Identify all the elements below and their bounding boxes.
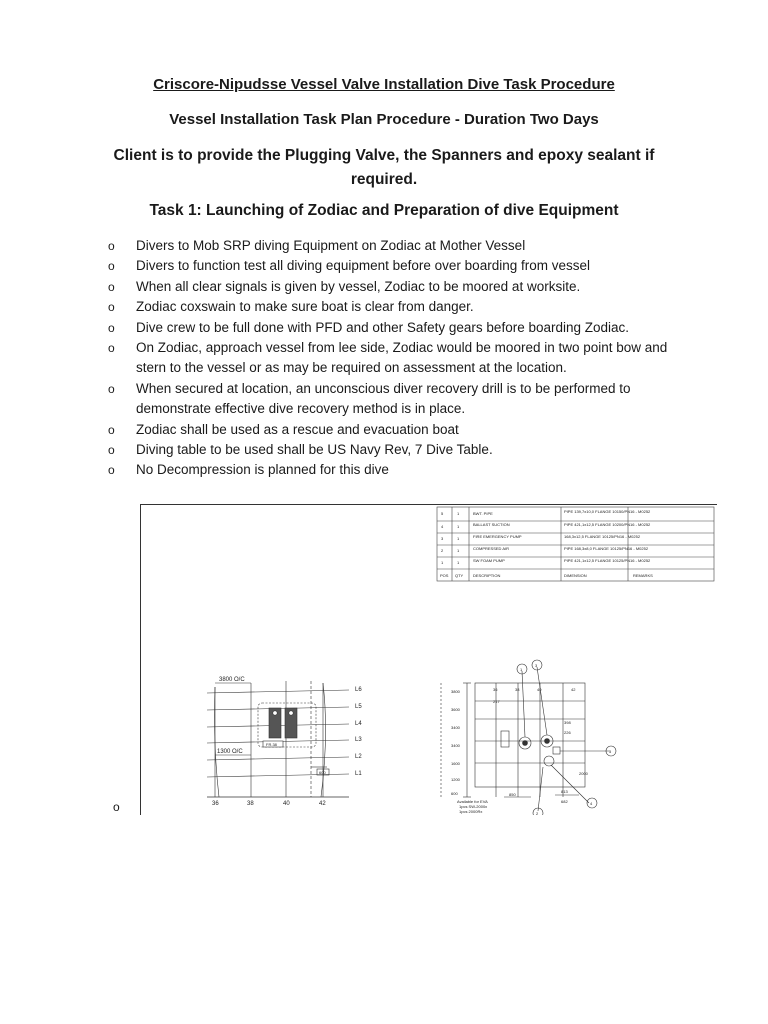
callout-3: 3 bbox=[535, 663, 538, 668]
dimension-label: 682 bbox=[561, 799, 568, 804]
level-label: L2 bbox=[355, 754, 362, 760]
list-item: o When secured at location, an unconscious diver recovery drill is to be performed to demonstrate effective dive recovery method is in place. bbox=[108, 379, 668, 420]
left-view-drawing bbox=[207, 681, 349, 797]
frame-number: 42 bbox=[571, 687, 576, 692]
dimension-label: 600 bbox=[319, 770, 326, 775]
table-cell: 1 bbox=[457, 560, 460, 565]
dimension-label: 1300 O/C bbox=[217, 749, 243, 755]
table-cell: 1 bbox=[441, 560, 444, 565]
table-cell: 5 bbox=[441, 511, 444, 516]
dimension-label: 3800 O/C bbox=[219, 677, 245, 683]
dimension-label: 813 bbox=[561, 789, 568, 794]
callout-1: 1 bbox=[520, 667, 523, 672]
table-cell: 168,3x12,5 FLANGE 10125/PN16 - M0252 bbox=[564, 534, 641, 539]
dimension-label: 2000 bbox=[579, 771, 588, 776]
table-cell: 2 bbox=[441, 548, 444, 553]
table-cell: COMPRESSED AIR bbox=[473, 546, 510, 551]
level-label: L1 bbox=[355, 771, 362, 777]
document-title: Criscore-Nipudsse Vessel Valve Installation Dive Task Procedure bbox=[153, 76, 615, 93]
table-header-cell: DIMENSION bbox=[564, 573, 587, 578]
task-heading: Task 1: Launching of Zodiac and Preparation of dive Equipment bbox=[149, 202, 619, 219]
table-cell: 4 bbox=[441, 524, 444, 529]
list-item: o Zodiac coxswain to make sure boat is clear from danger. bbox=[108, 297, 668, 317]
table-cell: 1 bbox=[457, 536, 460, 541]
list-item: o When all clear signals is given by vessel, Zodiac to be moored at worksite. bbox=[108, 277, 668, 297]
list-item: o Divers to Mob SRP diving Equipment on Zodiac at Mother Vessel bbox=[108, 236, 668, 256]
table-cell: PIPE 168,3x8,0 FLANGE 10125/PN16 - M0252 bbox=[564, 546, 649, 551]
frame-label: FR.38 bbox=[266, 742, 277, 747]
frame-number: 38 bbox=[515, 687, 520, 692]
list-item: o Diving table to be used shall be US Navy Rev, 7 Dive Table. bbox=[108, 440, 668, 460]
table-cell: 1 bbox=[457, 524, 460, 529]
frame-number: 36 bbox=[212, 801, 219, 807]
dimension-label: 850 bbox=[509, 792, 516, 797]
table-cell: BWT. PIPE bbox=[473, 511, 493, 516]
list-item: o Divers to function test all diving equipment before over boarding from vessel bbox=[108, 256, 668, 276]
drawing-note: 1pcs 2000Rx bbox=[459, 809, 483, 814]
document-subtitle: Vessel Installation Task Plan Procedure - Duration Two Days bbox=[169, 111, 599, 128]
callout-4: 4 bbox=[590, 801, 593, 806]
drawing-note: 1pcs SW-2000x bbox=[459, 804, 488, 809]
table-header-cell: QTY bbox=[455, 573, 464, 578]
dimension-label: 226 bbox=[564, 730, 571, 735]
parts-table bbox=[437, 507, 714, 581]
frame-number: 36 bbox=[493, 687, 498, 692]
level-label: L5 bbox=[355, 704, 362, 710]
vertical-dim: 3400 bbox=[451, 725, 460, 730]
dimension-label: 217 bbox=[493, 699, 500, 704]
vertical-dim: 1600 bbox=[451, 761, 460, 766]
table-cell: PIPE 421,1x12,5 FLANGE 10125/PN16 - M0252 bbox=[564, 558, 651, 563]
task-bullet-list bbox=[108, 236, 668, 481]
list-item: o On Zodiac, approach vessel from lee side, Zodiac would be moored in two point bow and stern to the vessel or as may be required on assessment at the location. bbox=[108, 338, 668, 379]
list-item: o Dive crew to be full done with PFD and other Safety gears before boarding Zodiac. bbox=[108, 318, 668, 338]
frame-number: 40 bbox=[537, 687, 542, 692]
callout-2: 2 bbox=[536, 811, 539, 815]
table-cell: SW FOAM PUMP bbox=[473, 558, 505, 563]
client-note: Client is to provide the Plugging Valve, the Spanners and epoxy sealant if required. bbox=[113, 147, 655, 188]
table-cell: 1 bbox=[457, 511, 460, 516]
list-item: o Zodiac shall be used as a rescue and evacuation boat bbox=[108, 420, 668, 440]
frame-number: 42 bbox=[319, 801, 326, 807]
frame-number: 40 bbox=[283, 801, 290, 807]
table-header-cell: DESCRIPTION bbox=[473, 573, 501, 578]
vertical-dim: 3400 bbox=[451, 743, 460, 748]
table-cell: 3 bbox=[441, 536, 444, 541]
table-cell: PIPE 421,1x12,5 FLANGE 10200/PN16 - M0252 bbox=[564, 522, 651, 527]
dimension-label: 398 bbox=[564, 720, 571, 725]
list-item: o No Decompression is planned for this dive bbox=[108, 460, 668, 480]
vertical-dim: 3600 bbox=[451, 707, 460, 712]
table-cell: FIRE EMERGENCY PUMP bbox=[473, 534, 522, 539]
left-view-labels bbox=[212, 677, 362, 807]
callout-5: 5 bbox=[609, 749, 612, 754]
frame-number: 38 bbox=[247, 801, 254, 807]
table-cell: 1 bbox=[457, 548, 460, 553]
table-cell: PIPE 139,7x10,0 FLANGE 10150/PN16 - M0252 bbox=[564, 509, 651, 514]
level-label: L3 bbox=[355, 737, 362, 743]
parts-table-rows bbox=[440, 509, 653, 578]
level-label: L6 bbox=[355, 687, 362, 693]
empty-bullet-marker: o bbox=[113, 800, 120, 814]
vertical-dim: 3800 bbox=[451, 689, 460, 694]
technical-drawing bbox=[140, 504, 717, 815]
drawing-note: Available for EVA bbox=[457, 799, 488, 804]
table-header-cell: POS bbox=[440, 573, 449, 578]
vertical-dim: 600 bbox=[451, 791, 458, 796]
level-label: L4 bbox=[355, 721, 362, 727]
vertical-dim: 1200 bbox=[451, 777, 460, 782]
table-header-cell: REMARKS bbox=[633, 573, 653, 578]
right-view-drawing bbox=[441, 660, 616, 815]
table-cell: BALLAST SUCTION bbox=[473, 522, 510, 527]
